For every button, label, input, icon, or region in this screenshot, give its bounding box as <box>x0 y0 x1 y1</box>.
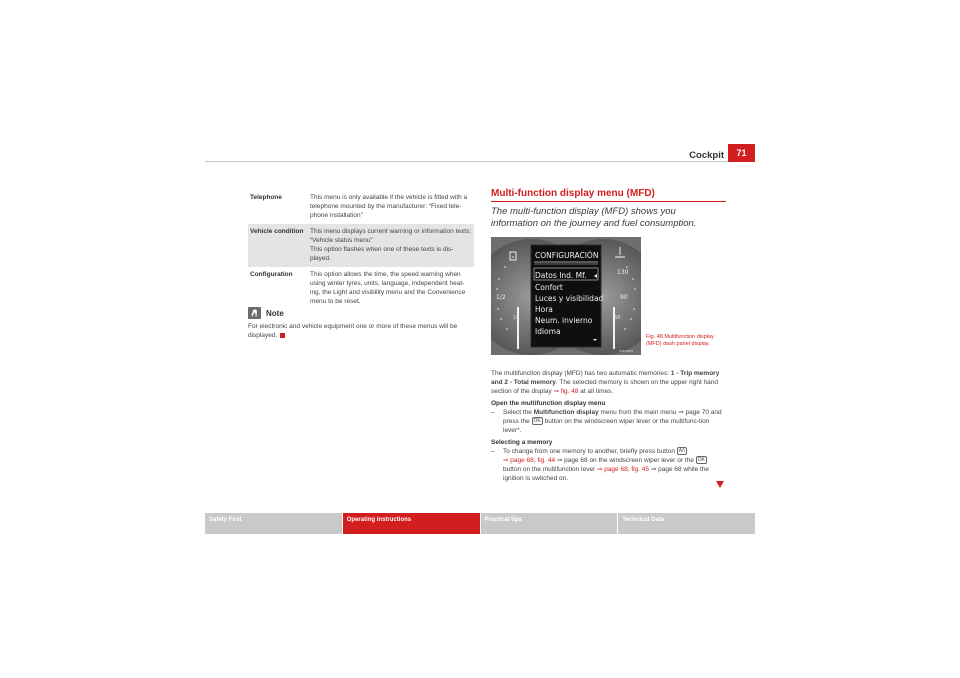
page-reference-link[interactable]: ⇒ page 68, fig. 45 <box>596 466 650 473</box>
ok-button-symbol: OK <box>697 457 705 464</box>
header-rule <box>205 161 728 162</box>
ok-button-symbol: OK <box>533 418 541 425</box>
table-key: Vehicle condition <box>250 228 304 235</box>
footer-nav <box>205 513 755 534</box>
note-block <box>248 307 474 340</box>
figure-code: S3P-0665 <box>619 349 634 353</box>
table-key: Configuration <box>250 271 293 278</box>
right-gauge-label: 130 <box>617 269 629 276</box>
footer-tab-operating-instructions[interactable]: Operating instructions <box>343 513 480 534</box>
table-key: Telephone <box>250 194 283 201</box>
menu-table <box>248 190 474 310</box>
paragraph: The multifunction display (MFD) has two automatic memories: 1 - Trip memory and 2 - Total memory. The selected memory is shown on the upper right hand section of the display ⇒ fig. 48 at all times. <box>491 370 720 395</box>
footer-tab-safety-first[interactable]: Safety First <box>205 513 342 534</box>
mfd-menu-item: Hora <box>535 305 553 314</box>
mfd-menu-item: Idioma <box>535 327 561 336</box>
table-row-vehicle-condition <box>248 224 474 267</box>
right-gauge-label: 50 <box>614 315 621 321</box>
mfd-figure <box>491 237 641 355</box>
mfd-menu-item: Luces y visibilidad <box>535 294 604 303</box>
mfd-menu-item: Confort <box>535 283 563 292</box>
note-title: Note <box>266 308 284 318</box>
page-header-title: Cockpit <box>689 150 724 161</box>
list-item: – To change from one memory to another, briefly press button A/\ ⇒ page 68, fig. 44 ⇒ page 68 on the windscreen wiper lever or the OK button on the multifunction lever ⇒ page 68, fig. 45 ⇒ page 68 while the ignition is switched on. <box>491 448 710 482</box>
end-square-icon <box>280 333 285 338</box>
figure-caption: Fig. 48 Multifunction display (MFD) dash panel display. <box>646 334 714 347</box>
table-value: This menu displays current warning or information texts: “Vehicle status menu” This option flashes when one of these texts is dis-played. <box>310 228 472 262</box>
table-row-telephone <box>248 190 474 224</box>
page-reference-link[interactable]: ⇒ page 68, fig. 44 <box>503 457 556 464</box>
mfd-menu-item: Neum. invierno <box>535 316 593 325</box>
subheading: Selecting a memory <box>491 439 553 446</box>
note-text: For electronic and vehicle equipment one or more of these menus will be displayed. <box>248 323 458 339</box>
body-text <box>491 369 723 483</box>
section-intro: The multi-function display (MFD) shows you information on the journey and fuel consumption. <box>491 206 697 229</box>
left-gauge-label: 1/2 <box>496 294 506 301</box>
list-item: – Select the Multifunction display menu from the main menu ⇒ page 70 and press the OK button on the windscreen wiper lever or the multifunc-tion lever*. <box>491 409 722 434</box>
note-hand-icon <box>248 307 261 319</box>
right-gauge-label: 90 <box>620 294 628 301</box>
footer-tab-technical-data[interactable]: Technical Data <box>618 513 755 534</box>
left-gauge-label: 1/4 <box>513 315 520 320</box>
figure-reference-link[interactable]: ⇒ fig. 48 <box>553 388 579 395</box>
table-value: This menu is only available if the vehicle is fitted with a telephone mounted by the manufacturer: “Fixed tele-phone installation” <box>310 194 468 219</box>
a-button-symbol: A/\ <box>678 448 685 455</box>
subheading: Open the multifunction display menu <box>491 400 606 407</box>
section-title: Multi-function display menu (MFD) <box>491 188 655 199</box>
table-row-configuration <box>248 267 474 310</box>
continue-arrow-icon <box>716 481 724 488</box>
footer-tab-practical-tips[interactable]: Practical tips <box>481 513 618 534</box>
page-number: 71 <box>728 144 755 162</box>
mfd-screen-title: CONFIGURACIÓN <box>535 251 599 260</box>
mfd-menu-item: Datos Ind. Mf. <box>535 271 587 280</box>
table-value: This option allows the time, the speed warning when using winter tyres, units, language, independent heat-ing, the Light and visibility menu and the Convenience menu to be reset. <box>310 271 466 305</box>
section-rule <box>491 201 726 202</box>
